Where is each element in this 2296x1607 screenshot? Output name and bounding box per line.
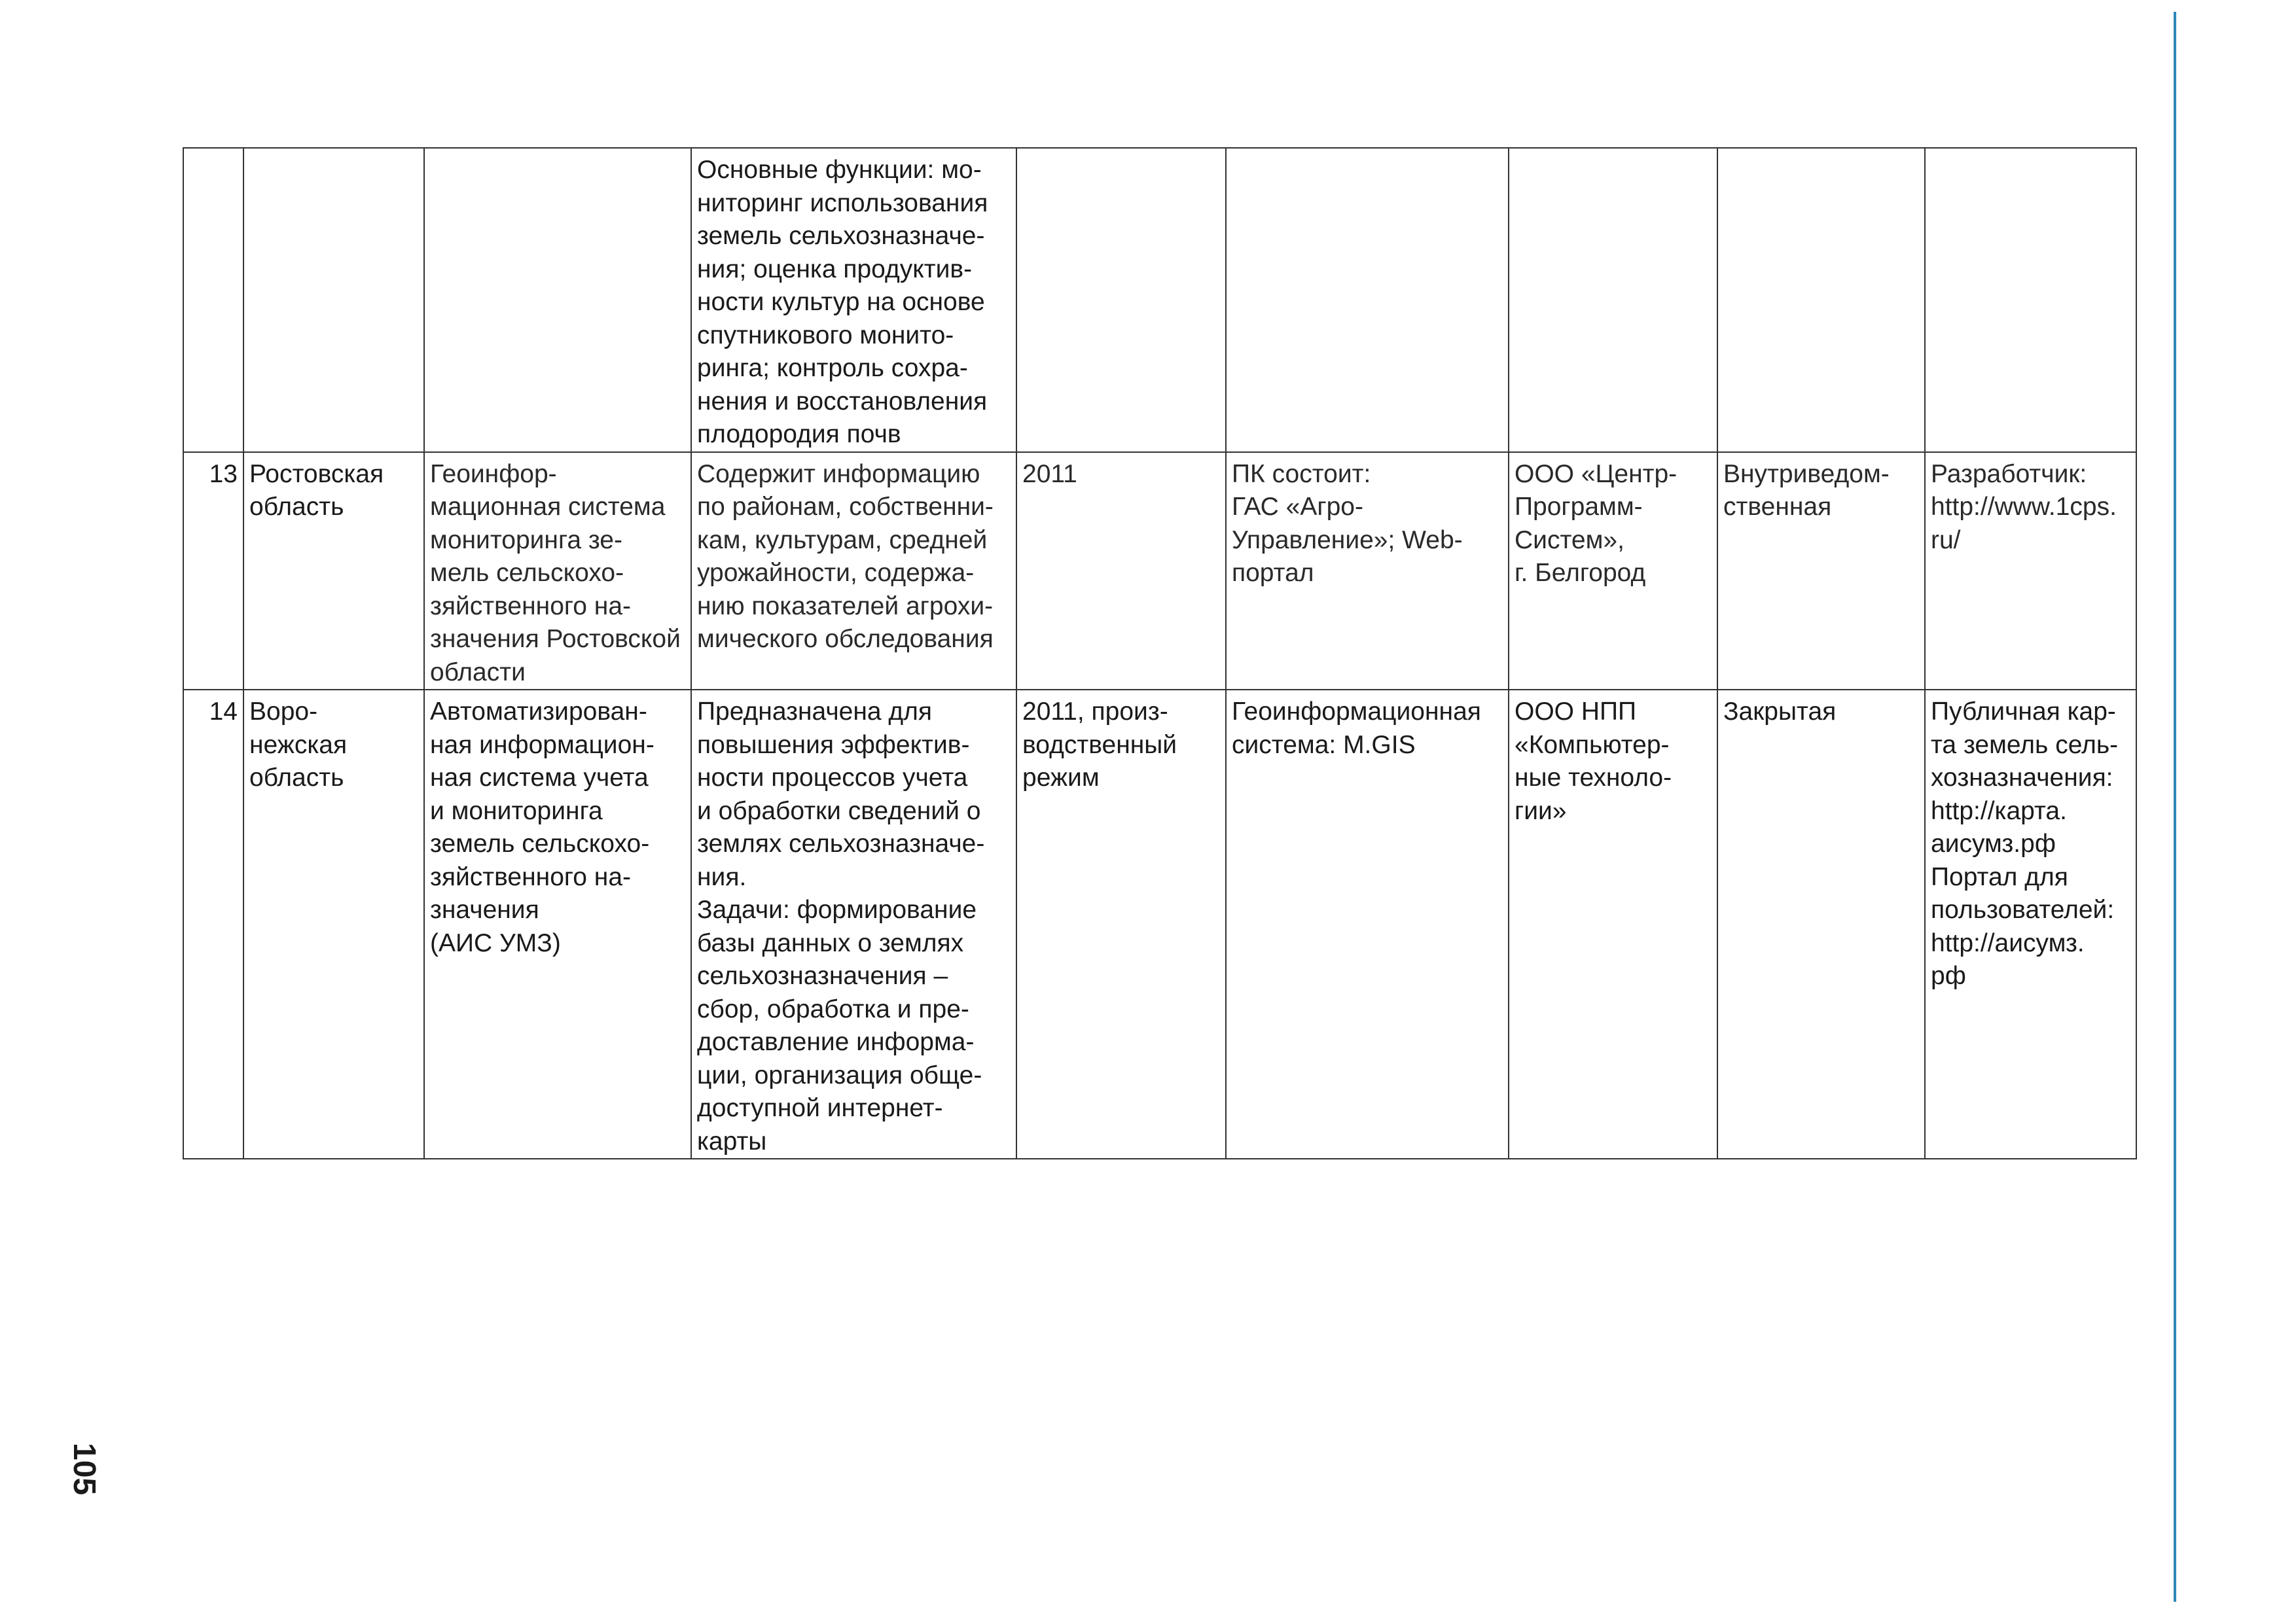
- cell-line: ринга; контроль сохра-: [697, 354, 968, 382]
- cell-line: землях сельхозназначе-: [697, 830, 985, 858]
- cell-line: водственный: [1022, 730, 1177, 759]
- cell-region: [243, 690, 424, 1159]
- cell-line: спутникового монито-: [697, 321, 954, 349]
- cell-line: базы данных о землях: [697, 928, 964, 957]
- cell-line: ООО НПП: [1515, 698, 1637, 726]
- cell-line: Систем»,: [1515, 525, 1624, 554]
- cell-line: область: [249, 493, 344, 521]
- page-number: 105: [67, 1443, 101, 1496]
- cell-developer: [1509, 452, 1717, 690]
- cell-line: Публичная кар-: [1931, 698, 2116, 726]
- cell-line: земель сельхозназначе-: [697, 222, 985, 250]
- page-edge-rule: [2174, 12, 2176, 1602]
- cell-line: ООО «Центр-: [1515, 459, 1677, 488]
- cell-line: доставление информа-: [697, 1028, 975, 1056]
- cell-region: [243, 452, 424, 690]
- cell-region: [243, 148, 424, 452]
- cell-num: 14: [183, 690, 243, 1159]
- cell-line: мического обследования: [697, 625, 994, 653]
- cell-line: Портал для: [1931, 862, 2068, 891]
- cell-line: ности культур на основе: [697, 288, 985, 316]
- cell-line: http://www.1cps.: [1931, 493, 2117, 521]
- cell-line: пользователей:: [1931, 896, 2115, 924]
- cell-line: ГАС «Агро-: [1232, 493, 1363, 521]
- cell-components: [1226, 690, 1509, 1159]
- cell-line: Геоинфор-: [430, 459, 557, 488]
- cell-line: области: [430, 658, 526, 686]
- cell-line: г. Белгород: [1515, 559, 1646, 587]
- cell-line: нежская: [249, 730, 348, 759]
- cell-line: сбор, обработка и пре-: [697, 995, 969, 1023]
- cell-system: [424, 690, 691, 1159]
- cell-line: нию показателей агрохи-: [697, 592, 994, 620]
- cell-line: ПК состоит:: [1232, 459, 1371, 488]
- cell-line: портал: [1232, 559, 1314, 587]
- cell-line: доступной интернет-: [697, 1094, 943, 1122]
- cell-num: [183, 148, 243, 452]
- cell-description: [691, 148, 1016, 452]
- cell-line: ния; оценка продуктив-: [697, 255, 973, 283]
- cell-line: система: M.GIS: [1232, 730, 1416, 759]
- table-row: [183, 148, 2136, 452]
- cell-line: карты: [697, 1127, 767, 1156]
- cell-line: «Компьютер-: [1515, 730, 1670, 759]
- cell-line: мель сельскохо-: [430, 559, 624, 587]
- cell-components: [1226, 452, 1509, 690]
- cell-line: ная система учета: [430, 764, 649, 792]
- cell-description: [691, 452, 1016, 690]
- cell-line: ная информацион-: [430, 730, 655, 759]
- cell-line: аисумз.рф: [1931, 830, 2056, 858]
- cell-line: мационная система: [430, 493, 666, 521]
- cell-access: [1717, 452, 1925, 690]
- cell-line: мониторинга зе-: [430, 525, 622, 554]
- cell-system: [424, 452, 691, 690]
- cell-line: та земель сель-: [1931, 730, 2119, 759]
- cell-line: сельхозназначения –: [697, 962, 948, 990]
- cell-year: [1016, 452, 1226, 690]
- cell-line: Содержит информацию: [697, 459, 980, 488]
- cell-description: [691, 690, 1016, 1159]
- cell-developer: [1509, 690, 1717, 1159]
- cell-line: плодородия почв: [697, 420, 901, 448]
- cell-line: ции, организация обще-: [697, 1061, 982, 1089]
- cell-line: хозназначения:: [1931, 764, 2113, 792]
- cell-line: земель сельскохо-: [430, 830, 650, 858]
- cell-line: 2011, произ-: [1022, 698, 1168, 726]
- cell-line: гии»: [1515, 796, 1567, 825]
- cell-line: по районам, собственни-: [697, 493, 994, 521]
- table-row: [183, 690, 2136, 1159]
- cell-line: (АИС УМЗ): [430, 928, 561, 957]
- cell-line: область: [249, 764, 344, 792]
- cell-links: [1925, 690, 2136, 1159]
- cell-system: [424, 148, 691, 452]
- cell-line: Геоинформационная: [1232, 698, 1481, 726]
- cell-year: [1016, 690, 1226, 1159]
- cell-line: http://аисумз.: [1931, 928, 2085, 957]
- cell-line: Задачи: формирование: [697, 896, 977, 924]
- cell-line: Автоматизирован-: [430, 698, 647, 726]
- systems-table: [183, 147, 2137, 1159]
- cell-components: [1226, 148, 1509, 452]
- cell-line: и мониторинга: [430, 796, 603, 825]
- cell-line: рф: [1931, 962, 1966, 990]
- cell-line: Внутриведом-: [1723, 459, 1890, 488]
- cell-year: [1016, 148, 1226, 452]
- cell-line: Закрытая: [1723, 698, 1837, 726]
- cell-line: ственная: [1723, 493, 1832, 521]
- cell-line: зяйственного на-: [430, 862, 631, 891]
- cell-line: ru/: [1931, 525, 1961, 554]
- cell-line: нения и восстановления: [697, 387, 988, 415]
- cell-num: 13: [183, 452, 243, 690]
- cell-line: значения: [430, 896, 539, 924]
- cell-access: [1717, 148, 1925, 452]
- cell-developer: [1509, 148, 1717, 452]
- cell-line: Предназначена для: [697, 698, 933, 726]
- cell-line: ности процессов учета: [697, 764, 968, 792]
- cell-line: кам, культурам, средней: [697, 525, 988, 554]
- cell-line: урожайности, содержа-: [697, 559, 975, 587]
- cell-line: и обработки сведений о: [697, 796, 981, 825]
- cell-line: Управление»; Web-: [1232, 525, 1463, 554]
- cell-line: Разработчик:: [1931, 459, 2087, 488]
- cell-line: ные техноло-: [1515, 764, 1672, 792]
- cell-line: значения Ростовской: [430, 625, 681, 653]
- cell-links: [1925, 452, 2136, 690]
- cell-line: зяйственного на-: [430, 592, 631, 620]
- cell-links: [1925, 148, 2136, 452]
- cell-access: [1717, 690, 1925, 1159]
- cell-line: Программ-: [1515, 493, 1643, 521]
- cell-line: повышения эффектив-: [697, 730, 970, 759]
- cell-line: ниторинг использования: [697, 188, 988, 217]
- cell-line: Воро-: [249, 698, 318, 726]
- cell-line: http://карта.: [1931, 796, 2067, 825]
- cell-line: Ростовская: [249, 459, 384, 488]
- cell-line: ния.: [697, 862, 747, 891]
- cell-line: 2011: [1022, 459, 1077, 488]
- cell-line: режим: [1022, 764, 1100, 792]
- table-row: [183, 452, 2136, 690]
- cell-line: Основные функции: мо-: [697, 156, 982, 184]
